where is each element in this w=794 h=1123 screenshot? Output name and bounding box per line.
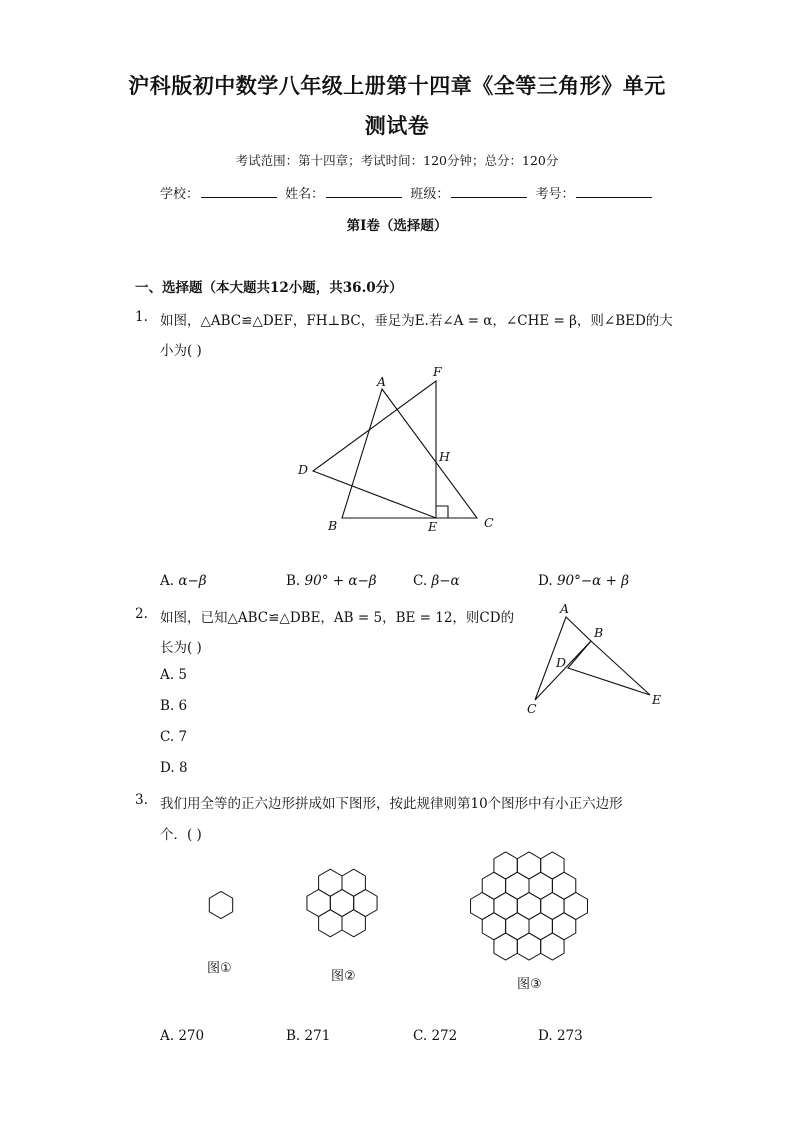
q2-option-d[interactable]: D. 8 [160,760,188,776]
question-1-text-line1: 如图，△ABC≌△DEF，FH⊥BC，垂足为E.若∠A = α，∠CHE = β，则∠BED的大 [160,313,673,329]
figure-caption-1: 图① [207,961,232,976]
small-hexagon [541,852,564,879]
label2-a: A [560,601,570,616]
small-hexagon [541,893,564,920]
q1-option-a[interactable]: A. α−β [160,573,207,589]
hexagon-figure-2 [307,869,377,937]
hexagon-figure-3 [471,852,588,960]
question-3-text-line1: 我们用全等的正六边形拼成如下图形，按此规律则第10个图形中有小正六边形 [160,796,623,812]
name-label: 姓名： [285,187,325,202]
small-hexagon [517,852,540,879]
q2-option-c[interactable]: C. 7 [160,729,188,745]
small-hexagon [529,913,552,940]
small-hexagon [517,933,540,960]
q3-option-a[interactable]: A. 270 [160,1028,205,1044]
small-hexagon [471,893,494,920]
q1-option-b[interactable]: B. 90° + α−β [286,573,377,589]
page-title-line1: 沪科版初中数学八年级上册第十四章《全等三角形》单元 [128,73,666,98]
small-hexagon [494,852,517,879]
label2-e: E [652,692,662,707]
small-hexagon [552,872,575,899]
small-hexagon [342,869,365,896]
small-hexagon [506,913,529,940]
question-2-text-line2: 长为( ) [160,640,202,656]
small-hexagon [319,869,342,896]
question-3-number: 3. [135,792,148,808]
label-b: B [328,518,338,533]
label-h: H [439,449,450,464]
small-hexagon [354,890,377,917]
small-hexagon [482,913,505,940]
exam-info: 考试范围：第十四章；考试时间：120分钟；总分：120分 [235,153,559,168]
question-1-number: 1. [135,309,148,325]
small-hexagon [307,890,330,917]
q3-option-b[interactable]: B. 271 [286,1028,331,1044]
label-a: A [377,374,387,389]
exam-number-label: 考号： [535,187,575,202]
section-heading: 一、选择题（本大题共12小题，共36.0分） [135,280,403,296]
figure-caption-2: 图② [331,969,356,984]
small-hexagon [529,872,552,899]
small-hexagon [494,933,517,960]
label2-b: B [594,625,604,640]
q3-option-c[interactable]: C. 272 [413,1028,458,1044]
small-hexagon [552,913,575,940]
small-hexagon [319,910,342,937]
figure-caption-3: 图③ [517,977,542,992]
label-e: E [428,519,438,534]
label-f: F [433,364,442,379]
volume-title: 第I卷（选择题） [346,218,448,234]
q3-option-d[interactable]: D. 273 [538,1028,583,1044]
small-hexagon [209,892,232,919]
small-hexagon [482,872,505,899]
question-1-text-line2: 小为( ) [160,343,202,359]
small-hexagon [564,893,587,920]
school-label: 学校： [160,187,200,202]
label-c: C [484,515,494,530]
page-title-line2: 测试卷 [364,113,430,138]
hexagon-figure-1 [209,892,232,919]
question-2-text-line1: 如图，已知△ABC≌△DBE，AB = 5，BE = 12，则CD的 [160,610,515,626]
question-2-number: 2. [135,606,148,622]
label2-c: C [527,701,537,716]
q2-option-b[interactable]: B. 6 [160,698,188,714]
small-hexagon [506,872,529,899]
label2-d: D [556,655,567,670]
small-hexagon [342,910,365,937]
question-3-text-line2: 个．( ) [160,827,202,843]
label-d: D [298,462,309,477]
small-hexagon [330,890,353,917]
q2-option-a[interactable]: A. 5 [160,667,187,683]
class-label: 班级： [410,187,450,202]
q1-option-d[interactable]: D. 90°−α + β [538,573,629,589]
small-hexagon [541,933,564,960]
q1-option-c[interactable]: C. β−α [413,573,460,589]
small-hexagon [517,893,540,920]
small-hexagon [494,893,517,920]
